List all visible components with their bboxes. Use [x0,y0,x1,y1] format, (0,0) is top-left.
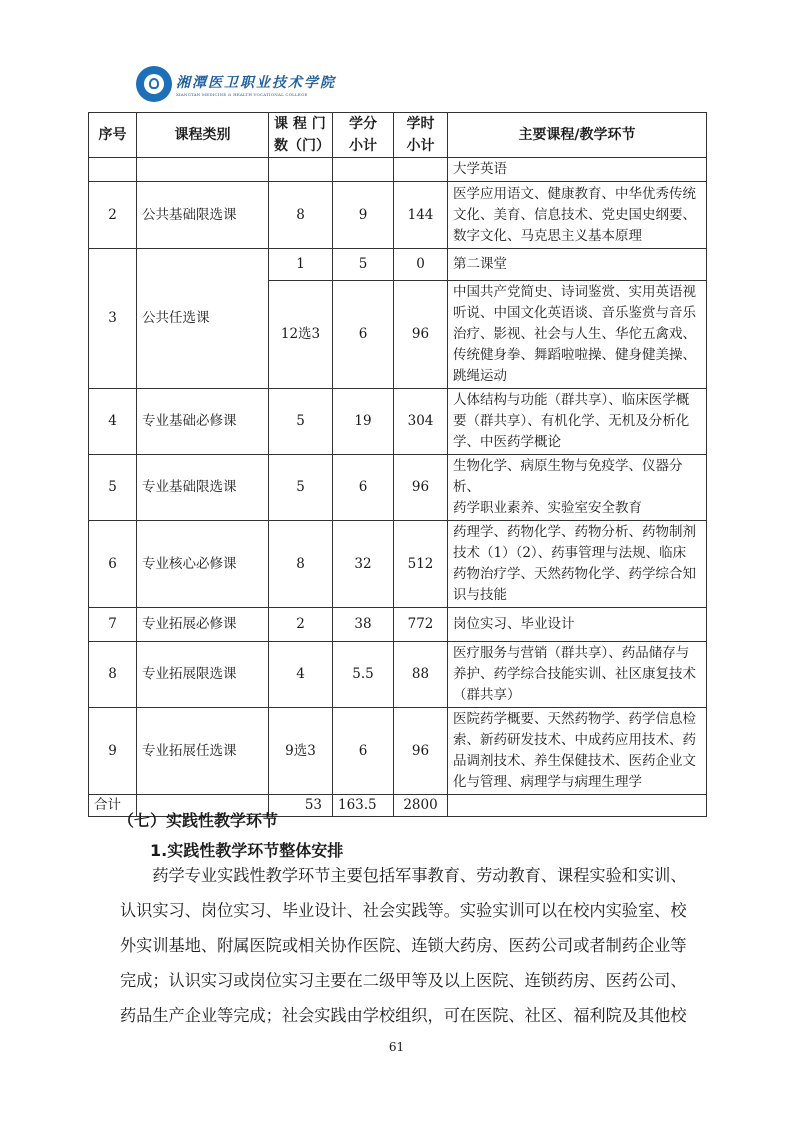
college-seal-icon [136,66,172,102]
table-row [89,389,707,455]
cell-category [137,158,269,182]
cell-no: 4 [89,389,137,455]
cell-count: 5 [269,389,333,455]
cell-category: 专业核心必修课 [137,521,269,608]
cell-hours: 88 [394,642,448,708]
table-row [89,708,707,795]
cell-credit: 19 [333,389,394,455]
header-count: 课 程 门 数（门） [269,113,333,158]
cell-count: 8 [269,521,333,608]
cell-count: 8 [269,182,333,249]
cell-category: 专业基础限选课 [137,455,269,521]
cell-credit: 6 [333,281,394,389]
cell-count: 9选3 [269,708,333,795]
total-label: 合计 [89,795,137,817]
cell-no: 5 [89,455,137,521]
cell-courses: 第二课堂 [448,249,707,281]
cell-credit: 5 [333,249,394,281]
header-credit: 学分 小计 [333,113,394,158]
table-row [89,249,707,281]
cell-courses: 医学应用语文、健康教育、中华优秀传统 文化、美育、信息技术、党史国史纲要、 数字文化、马克思主义基本原理 [448,182,707,249]
cell-credit: 6 [333,708,394,795]
cell-hours: 772 [394,608,448,642]
cell-courses: 大学英语 [448,158,707,182]
course-table [88,112,707,817]
cell-count: 5 [269,455,333,521]
table-row [89,521,707,608]
cell-credit: 6 [333,455,394,521]
cell-courses: 医院药学概要、天然药物学、药学信息检 索、新药研发技术、中成药应用技术、药 品调剂技术、养生保健技术、医药企业文 化与管理、病理学与病理生理学 [448,708,707,795]
cell-category: 专业基础必修课 [137,389,269,455]
cell-courses: 人体结构与功能（群共享）、临床医学概 要（群共享）、有机化学、无机及分析化 学、中医药学概论 [448,389,707,455]
cell-credit [333,158,394,182]
table-row [89,182,707,249]
cell-category: 公共任选课 [137,249,269,389]
cell-category: 专业拓展任选课 [137,708,269,795]
logo-en: XIANGTAN MEDICINE & HEALTH VOCATIONAL COLLEGE [176,91,308,97]
header-courses: 主要课程/教学环节 [448,113,707,158]
cell-courses: 生物化学、病原生物与免疫学、仪器分析、 药学职业素养、实验室安全教育 [448,455,707,521]
cell-courses: 医疗服务与营销（群共享）、药品储存与 养护、药学综合技能实训、社区康复技术 （群共享） [448,642,707,708]
cell-courses: 中国共产党简史、诗词鉴赏、实用英语视 听说、中国文化英语谈、音乐鉴赏与音乐 治疗、影视、社会与人生、华佗五禽戏、 传统健身拳、舞蹈啦啦操、健身健美操、 跳绳运动 [448,281,707,389]
cell-category: 公共基础限选课 [137,182,269,249]
college-logo [136,66,336,102]
cell-hours: 0 [394,249,448,281]
cell-no: 6 [89,521,137,608]
cell-credit: 32 [333,521,394,608]
total-credit: 163.5 [333,795,394,817]
table-row [89,158,707,182]
cell-credit: 5.5 [333,642,394,708]
cell-count: 2 [269,608,333,642]
table-header [89,113,707,158]
cell-hours: 144 [394,182,448,249]
cell-category: 专业拓展必修课 [137,608,269,642]
cell-count: 12选3 [269,281,333,389]
cell-courses: 岗位实习、毕业设计 [448,608,707,642]
cell-hours: 96 [394,455,448,521]
cell-credit: 9 [333,182,394,249]
header-no: 序号 [89,113,137,158]
cell-no: 7 [89,608,137,642]
cell-no [89,158,137,182]
header-category: 课程类别 [137,113,269,158]
section-title: （七）实践性教学环节 [118,811,279,830]
logo-cn: 湘潭医卫职业技术学院 [176,74,336,91]
cell-hours: 304 [394,389,448,455]
empty-cell [448,795,707,817]
table-row [89,608,707,642]
table-row [89,455,707,521]
cell-credit: 38 [333,608,394,642]
cell-hours: 96 [394,708,448,795]
cell-count: 4 [269,642,333,708]
cell-no: 9 [89,708,137,795]
cell-no: 3 [89,249,137,389]
total-count: 53 [269,795,333,817]
table-row [89,642,707,708]
cell-hours [394,158,448,182]
cell-hours: 512 [394,521,448,608]
cell-hours: 96 [394,281,448,389]
cell-count: 1 [269,249,333,281]
section-subtitle: 1.实践性教学环节整体安排 [150,841,344,860]
cell-no: 8 [89,642,137,708]
cell-category: 专业拓展限选课 [137,642,269,708]
section-paragraph: 药学专业实践性教学环节主要包括军事教育、劳动教育、课程实验和实训、 认识实习、岗位实习、毕业设计、社会实践等。实验实训可以在校内实验室、校 外实训基地、附属医院或相关协作医院、连锁大药房、医药公司或者制药企业等 完成；认识实习或岗位实习主要在二级甲等及以上医院、连锁药房、医药公司、 药品生产企业等完成；社会实践由学校组织，可在医院、社区、福利院及其他校 [120,866,687,1025]
page-number: 61 [388,1040,405,1054]
cell-count [269,158,333,182]
cell-courses: 药理学、药物化学、药物分析、药物制剂 技术（1）（2）、药事管理与法规、临床 药物治疗学、天然药物化学、药学综合知 识与技能 [448,521,707,608]
header-hours: 学时 小计 [394,113,448,158]
total-hours: 2800 [394,795,448,817]
cell-no: 2 [89,182,137,249]
